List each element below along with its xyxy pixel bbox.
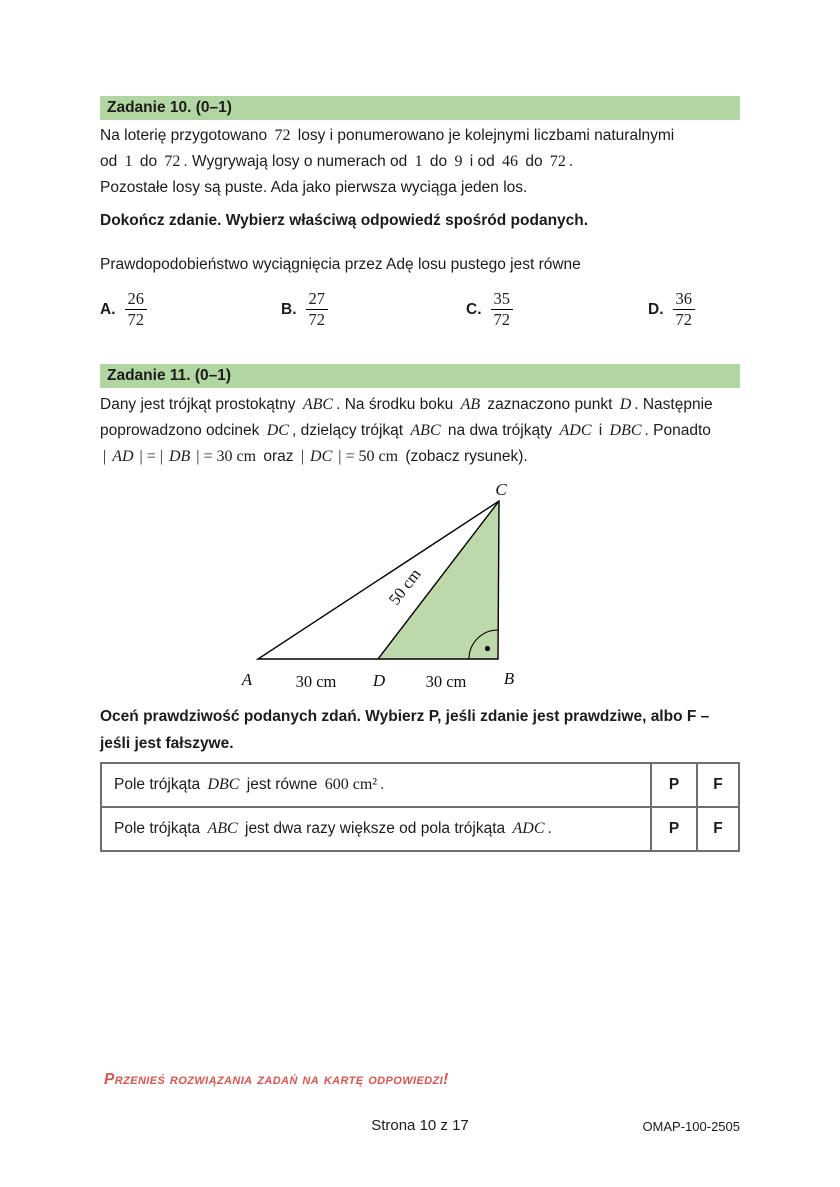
statement-cell: Pole trójkąta ABC jest dwa razy większe od pola trójkąta ADC .: [101, 807, 651, 851]
task10-header-bar: [100, 96, 740, 120]
statement-cell: Pole trójkąta DBC jest równe 600 cm² .: [101, 763, 651, 807]
fraction-numerator: 26: [125, 290, 148, 310]
task11-header-bar: [100, 364, 740, 388]
task10-instruction: Dokończ zdanie. Wybierz właściwą odpowiedź spośród podanych.: [100, 212, 589, 229]
true-false-table: [100, 762, 740, 852]
answer-letter: A.: [100, 300, 116, 318]
fraction-denominator: 72: [127, 310, 144, 330]
vertex-label-b: B: [503, 669, 515, 688]
vertex-label-a: A: [241, 670, 253, 689]
f-cell: F: [697, 807, 739, 851]
transfer-answers-notice: Przenieś rozwiązania zadań na kartę odpowiedzi!: [104, 1071, 449, 1088]
answer-letter: D.: [648, 300, 664, 318]
side-label-ad: 30 cm: [295, 672, 337, 691]
task11-instruction-line: Oceń prawdziwość podanych zdań. Wybierz P, jeśli zdanie jest prawdziwe, albo F –: [100, 708, 710, 725]
task11-paragraph: [100, 392, 752, 470]
fraction: [491, 290, 514, 330]
right-angle-dot: [485, 646, 490, 651]
fraction-denominator: 72: [308, 310, 325, 330]
triangle-figure: [0, 478, 840, 698]
fraction: [673, 290, 696, 330]
fraction-numerator: 35: [491, 290, 514, 310]
fraction-denominator: 72: [493, 310, 510, 330]
task11-paragraph-line: poprowadzono odcinek DC , dzielący trójkąt ABC na dwa trójkąty ADC i DBC . Ponadto: [100, 422, 711, 439]
task11-paragraph-line: Dany jest trójkąt prostokątny ABC . Na środku boku AB zaznaczono punkt D . Następnie: [100, 396, 713, 413]
table-row: [101, 763, 739, 807]
answer-option-c: [466, 290, 513, 330]
task11-instruction-line: jeśli jest fałszywe.: [100, 735, 234, 752]
task10-paragraph-line: Na loterię przygotowano 72 losy i ponumerowano je kolejnymi liczbami naturalnymi: [100, 127, 675, 144]
fraction: [125, 290, 148, 330]
fraction: [306, 290, 329, 330]
task10-paragraph-line: od 1 do 72 . Wygrywają losy o numerach od 1 do 9 i od 46 do 72 .: [100, 153, 574, 170]
task11-instruction: [100, 703, 752, 757]
answer-option-a: [100, 290, 147, 330]
task11-paragraph-line: | AD | = | DB | = 30 cm oraz | DC | = 50 cm (zobacz rysunek).: [103, 448, 528, 465]
answer-letter: B.: [281, 300, 297, 318]
answer-option-b: [281, 290, 328, 330]
table-row: [101, 807, 739, 851]
answer-option-d: [648, 290, 695, 330]
task10-paragraph: [100, 123, 752, 201]
task11-header-label: Zadanie 11. (0–1): [107, 367, 232, 384]
fraction-numerator: 36: [673, 290, 696, 310]
f-cell: F: [697, 763, 739, 807]
document-code: OMAP-100-2505: [642, 1119, 740, 1134]
answer-letter: C.: [466, 300, 482, 318]
fraction-denominator: 72: [675, 310, 692, 330]
page-number: Strona 10 z 17: [371, 1117, 469, 1134]
p-cell: P: [651, 763, 697, 807]
side-label-db: 30 cm: [425, 672, 467, 691]
task10-lead: Prawdopodobieństwo wyciągnięcia przez Adę losu pustego jest równe: [100, 256, 581, 273]
task10-paragraph-line: Pozostałe losy są puste. Ada jako pierwsza wyciąga jeden los.: [100, 179, 528, 196]
vertex-label-c: C: [495, 480, 507, 499]
side-label-dc: 50 cm: [384, 564, 425, 609]
p-cell: P: [651, 807, 697, 851]
task10-header-label: Zadanie 10. (0–1): [107, 99, 232, 116]
fraction-numerator: 27: [306, 290, 329, 310]
vertex-label-d: D: [372, 671, 386, 690]
